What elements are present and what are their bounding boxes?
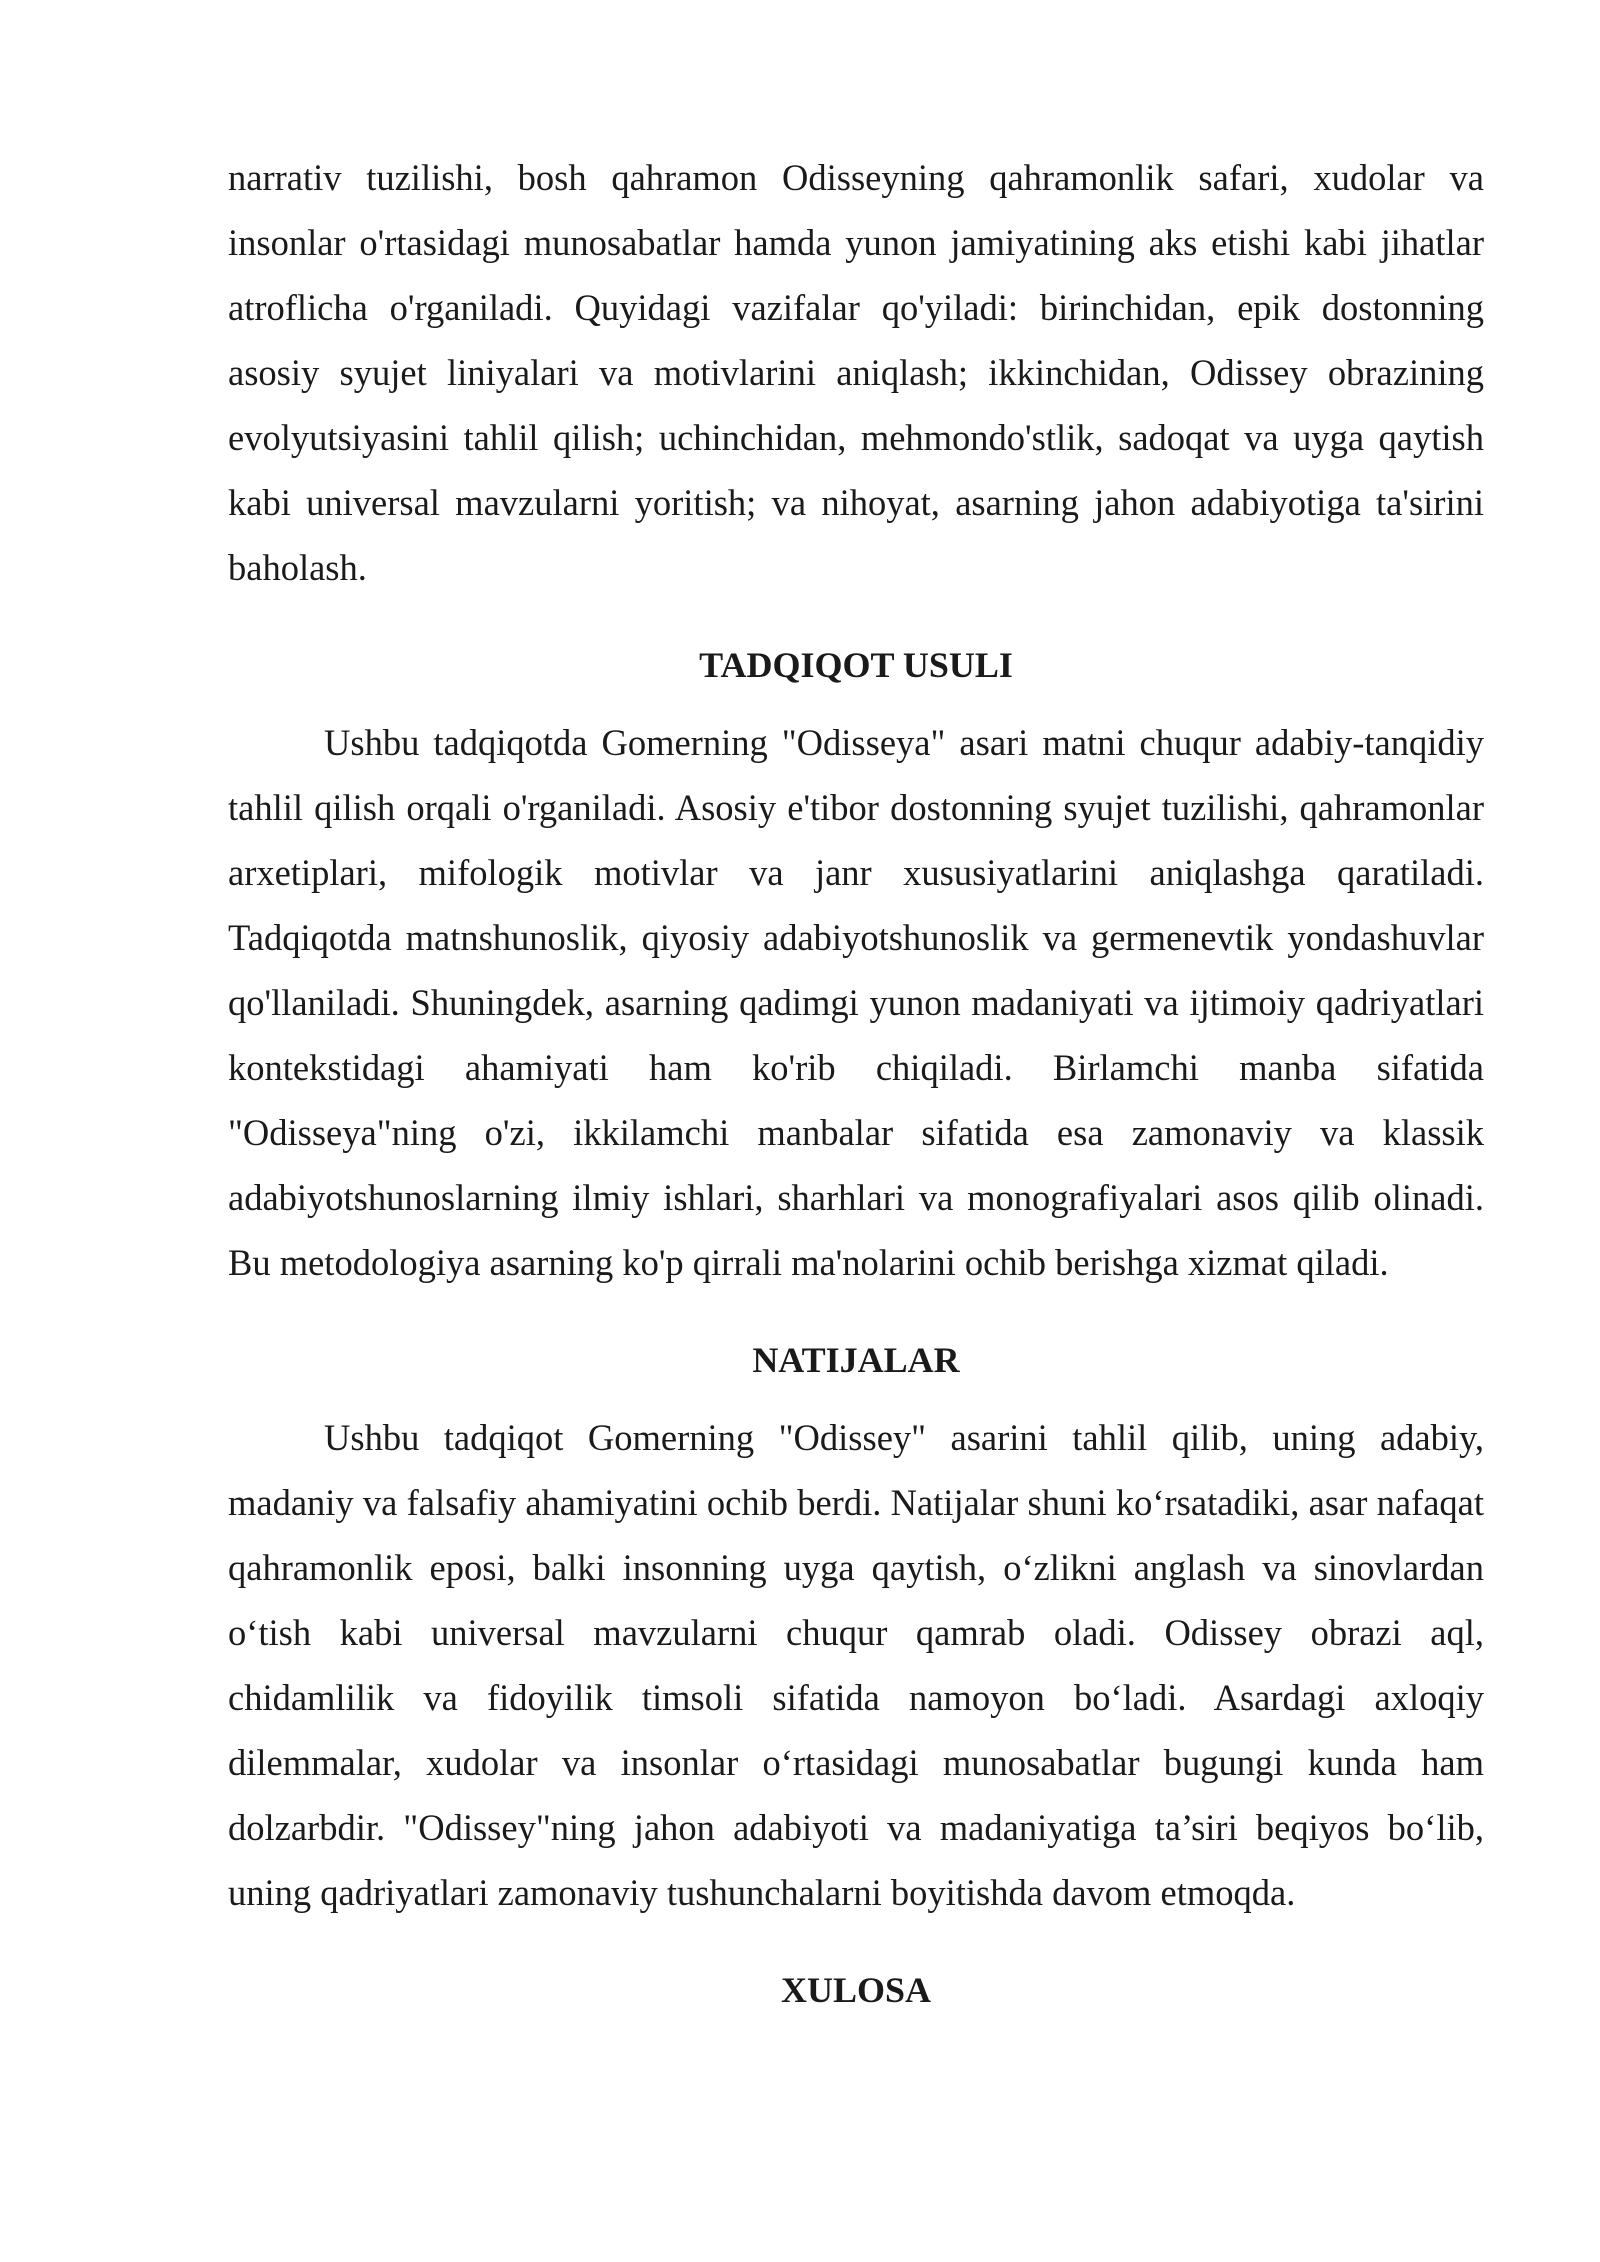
intro-paragraph: narrativ tuzilishi, bosh qahramon Odisseyning qahramonlik safari, xudolar va insonlar o'rtasidagi munosabatlar hamda yunon jamiyatining aks etishi kabi jihatlar atroflicha o'rganiladi. Quyidagi vazifalar qo'yiladi: birinchidan, epik dostonning asosiy syujet liniyalari va motivlarini aniqlash; ikkinchidan, Odissey obrazining evolyutsiyasini tahlil qilish; uchinchidan, mehmondo'stlik, sadoqat va uyga qaytish kabi universal mavzularni yoritish; va nihoyat, asarning jahon adabiyotiga ta'sirini baholash.: [228, 157, 1484, 588]
document-page: [228, 145, 1484, 2035]
section-heading-method: TADQIQOT USULI: [699, 645, 1013, 685]
results-paragraph: Ushbu tadqiqot Gomerning "Odissey" asarini tahlil qilib, uning adabiy, madaniy va falsafiy ahamiyatini ochib berdi. Natijalar shuni ko‘rsatadiki, asar nafaqat qahramonlik eposi, balki insonning uyga qaytish, o‘zlikni anglash va sinovlardan o‘tish kabi universal mavzularni chuqur qamrab oladi. Odissey obrazi aql, chidamlilik va fidoyilik timsoli sifatida namoyon bo‘ladi. Asardagi axloqiy dilemmalar, xudolar va insonlar o‘rtasidagi munosabatlar bugungi kunda ham dolzarbdir. "Odissey"ning jahon adabiyoti va madaniyatiga ta’siri beqiyos bo‘lib, uning qadriyatlari zamonaviy tushunchalarni boyitishda davom etmoqda.: [228, 1417, 1484, 1913]
method-paragraph: Ushbu tadqiqotda Gomerning "Odisseya" asari matni chuqur adabiy-tanqidiy tahlil qilish orqali o'rganiladi. Asosiy e'tibor dostonning syujet tuzilishi, qahramonlar arxetiplari, mifologik motivlar va janr xususiyatlarini aniqlashga qaratiladi. Tadqiqotda matnshunoslik, qiyosiy adabiyotshunoslik va germenevtik yondashuvlar qo'llaniladi. Shuningdek, asarning qadimgi yunon madaniyati va ijtimoiy qadriyatlari kontekstidagi ahamiyati ham ko'rib chiqiladi. Birlamchi manba sifatida "Odisseya"ning o'zi, ikkilamchi manbalar sifatida esa zamonaviy va klassik adabiyotshunoslarning ilmiy ishlari, sharhlari va monografiyalari asos qilib olinadi. Bu metodologiya asarning ko'p qirrali ma'nolarini ochib berishga xizmat qiladi.: [228, 722, 1484, 1283]
section-heading-results: NATIJALAR: [752, 1340, 960, 1380]
section-heading-conclusion: XULOSA: [780, 1970, 932, 2010]
